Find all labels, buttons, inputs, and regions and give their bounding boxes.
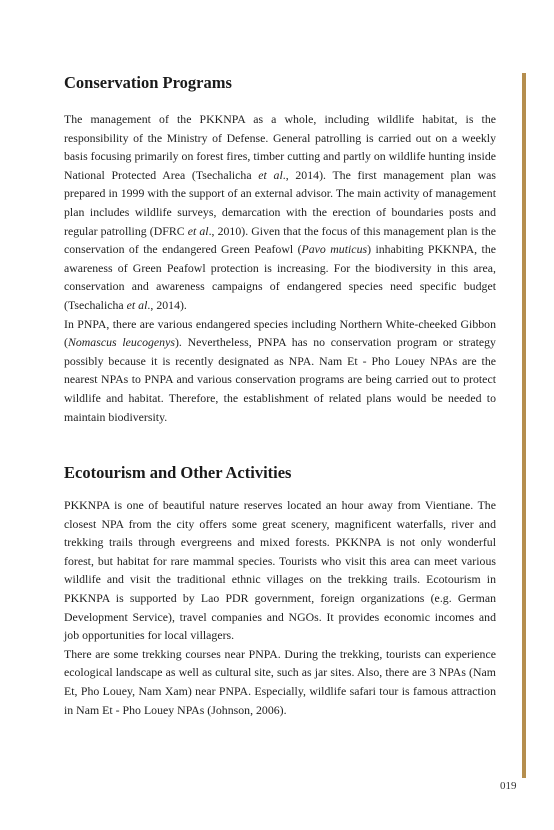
section-ecotourism: [64, 462, 496, 719]
italic-text: et al: [258, 167, 283, 182]
page-content: [64, 72, 496, 717]
italic-text: Nomascus leucogenys: [67, 335, 175, 350]
paragraph: [64, 645, 496, 719]
text-run: PKKNPA is one of beautiful nature reserves located an hour away from Vientiane. The closest NPA from the city offers some great scenery, magnificent waterfalls, river and trekking trails through evergreens and mixed forests. PKKNPA is not only wonderful forest, but habitat for rare mammal species. Tourists who visit this area can meet various wildlife and visit the traditional ethnic villages on the trekking trails. Ecotourism in PKKNPA is supported by Lao PDR government, foreign organizations (e.g. German Development Service), travel companies and NGOs. It provides economic incomes and job opportunities for local villagers.: [64, 498, 496, 643]
side-accent-rule: [522, 73, 526, 778]
text-run: ., 2010). Given that the focus of this management plan is the conservation of the endangered Green Peafowl (: [64, 223, 496, 257]
text-run: ., 2014). The first management plan was prepared in 1999 with the support of an external advisor. The main activity of management plan includes wildlife surveys, demarcation with the erection of boundaries posts and regular patrolling (DFRC: [64, 167, 496, 238]
paragraph: [64, 496, 496, 645]
italic-text: et al: [187, 223, 209, 238]
section-heading: Ecotourism and Other Activities: [64, 463, 292, 482]
text-run: ., 2014).: [147, 297, 187, 312]
text-run: There are some trekking courses near PNPA. During the trekking, tourists can experience ecological landscape as well as cultural site, such as jar sites. Also, there are 3 NPAs (Nam Et, Pho Louey, Nam Xam) near PNPA. Especially, wildlife safari tour is famous attraction in Nam Et - Pho Louey NPAs (Johnson, 2006).: [64, 646, 496, 717]
section-heading: Conservation Programs: [64, 73, 232, 92]
italic-text: Pavo muticus: [301, 242, 368, 257]
section-conservation-programs: [64, 72, 496, 426]
paragraph: [64, 110, 496, 315]
paragraph: [64, 315, 496, 427]
page-number: 019: [500, 780, 517, 792]
text-run: ) inhabiting PKKNPA, the awareness of Green Peafowl protection is increasing. For the biodiversity in this area, conservation and awareness campaigns of endangered species need specific budget (Tsechalicha: [64, 242, 496, 312]
text-run: ). Nevertheless, PNPA has no conservation program or strategy possibly because it is recently designated as NPA. Nam Et - Pho Louey NPAs are the nearest NPAs to PNPA and various conservation programs are being carried out to protect wildlife and habitat. Therefore, the establishment of related plans would be needed to maintain biodiversity.: [64, 335, 496, 424]
text-run: In PNPA, there are various endangered species including Northern White-cheeked Gibbon (: [64, 316, 496, 350]
text-run: The management of the PKKNPA as a whole, including wildlife habitat, is the responsibility of the Ministry of Defense. General patrolling is carried out on a weekly basis focusing primarily on forest fires, timber cutting and partly on wildlife hunting inside National Protected Area (Tsechalicha: [64, 112, 496, 182]
italic-text: et al: [126, 297, 148, 312]
